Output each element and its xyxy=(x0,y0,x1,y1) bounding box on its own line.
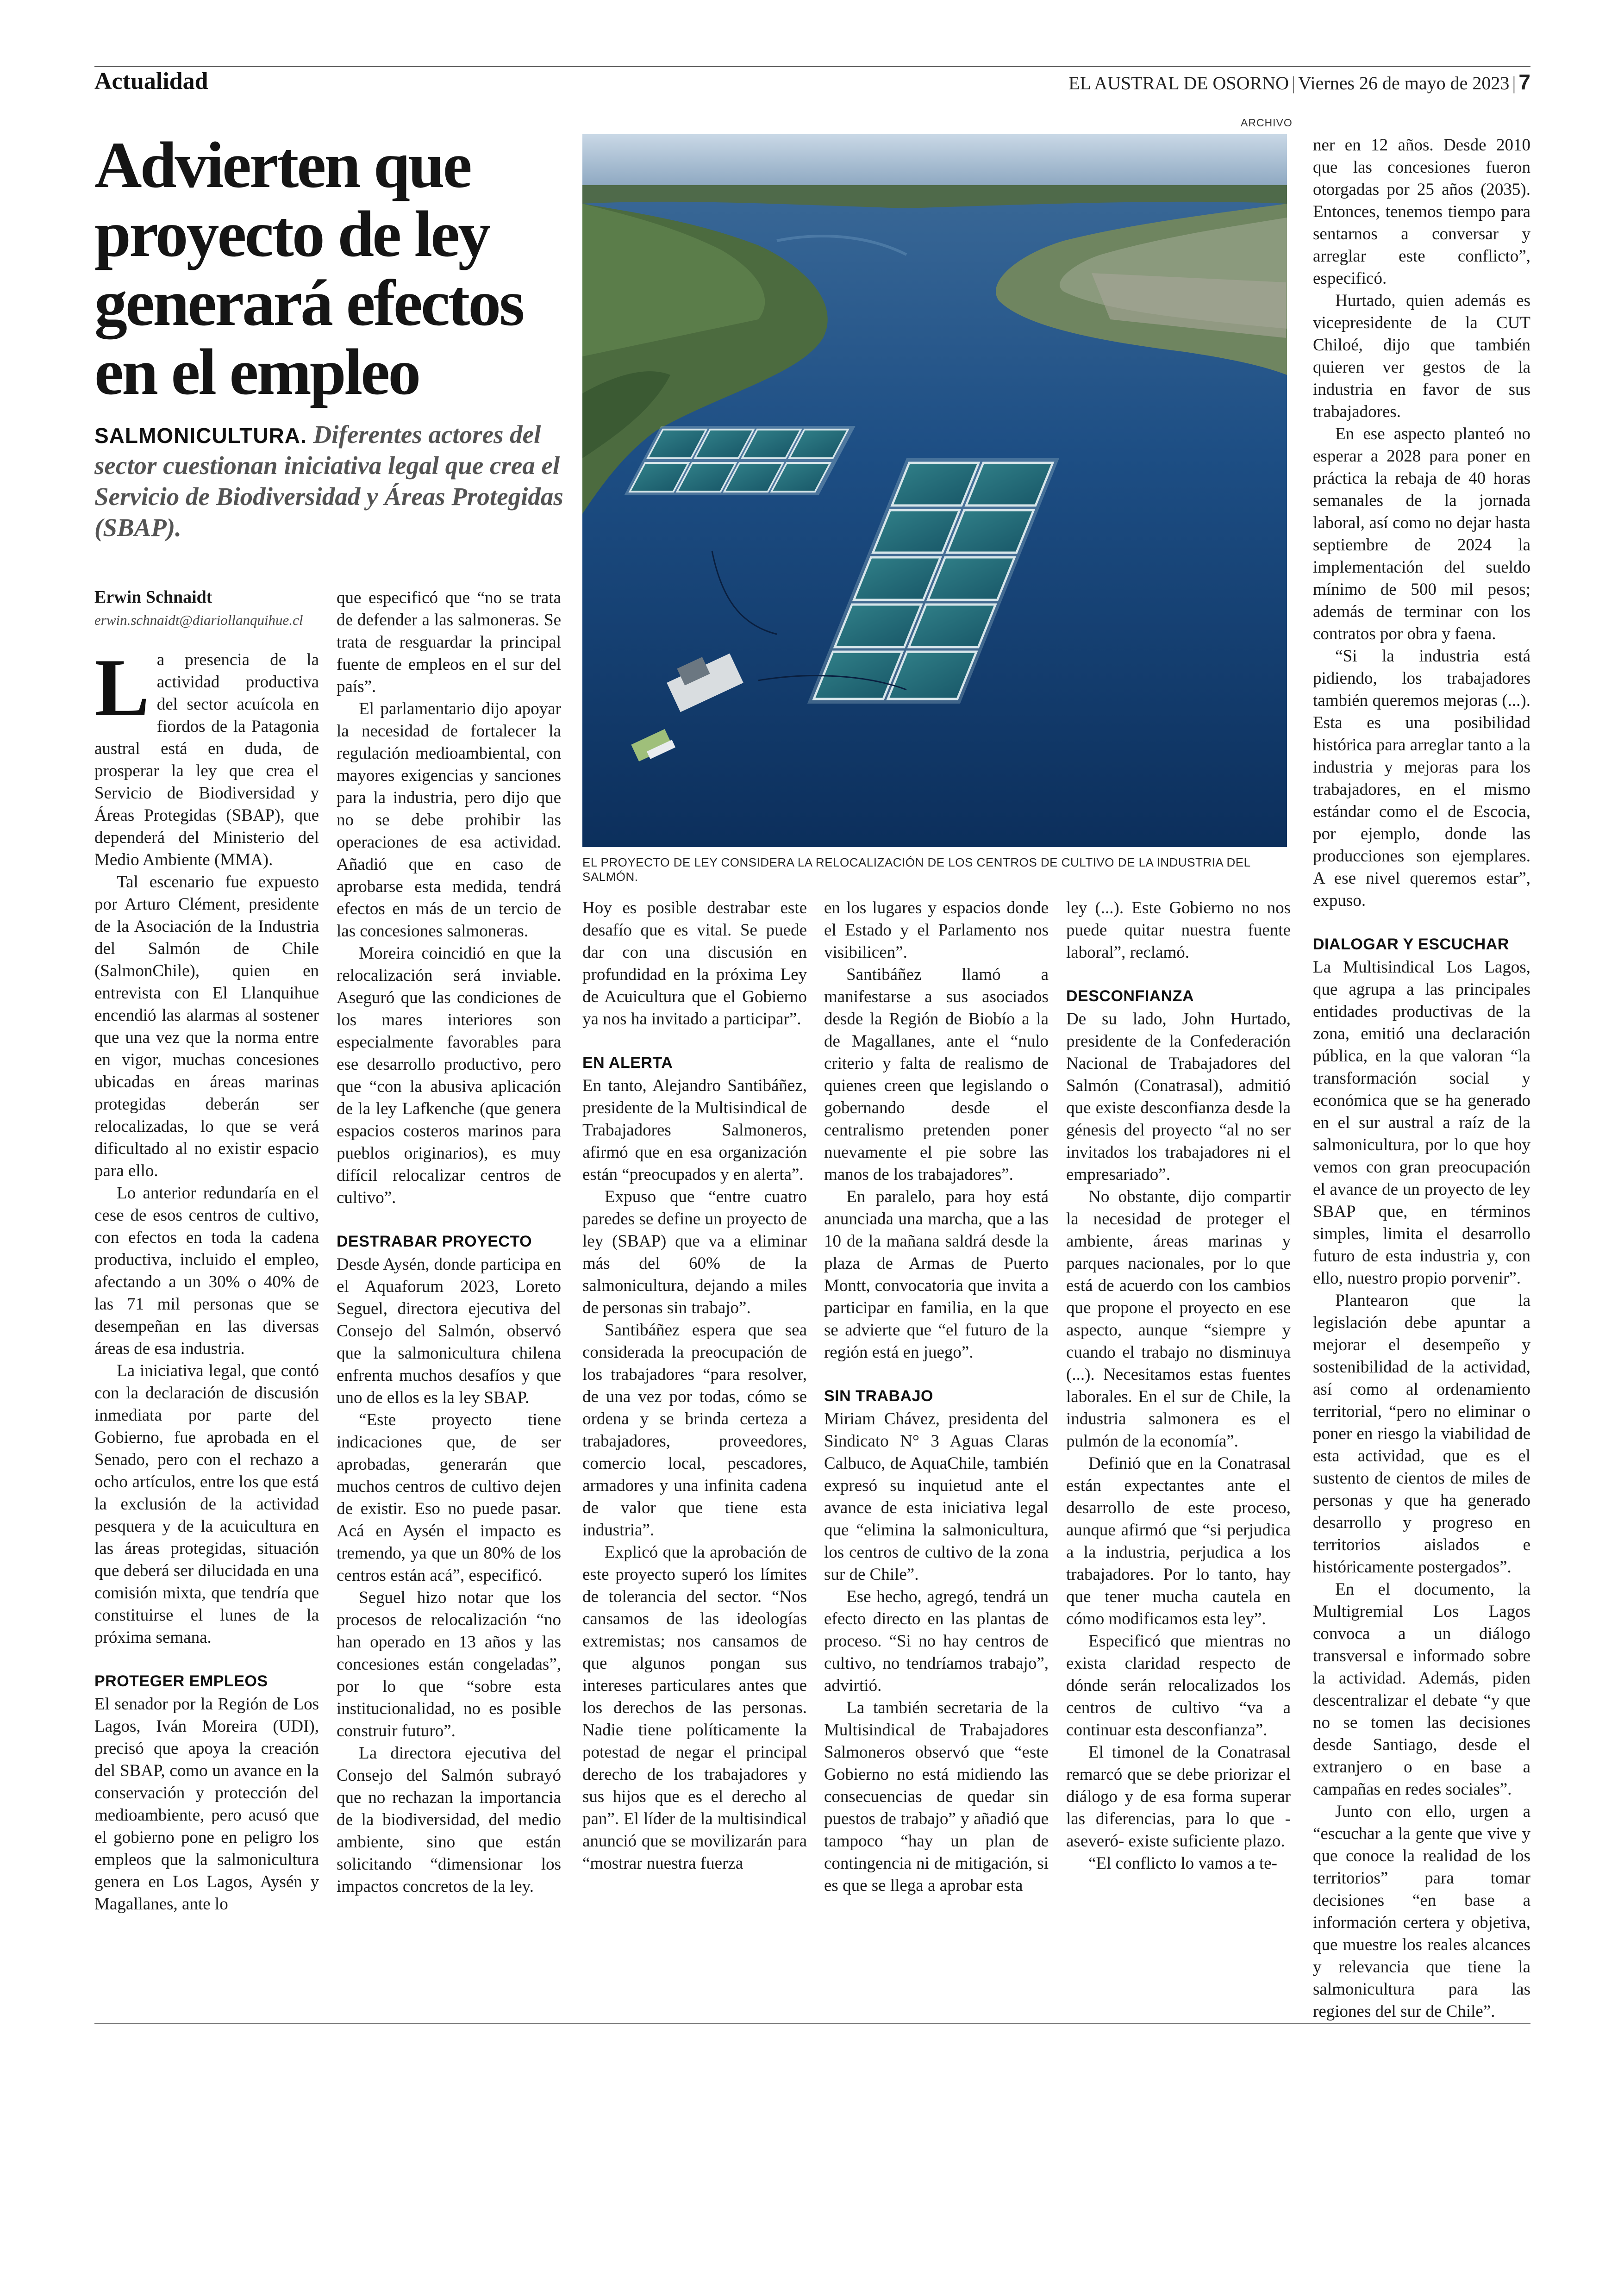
body-paragraph: El senador por la Región de Los Lagos, Iván Moreira (UDI), precisó que apoya la creación del SBAP, como un avance en la conservación y protección del medioambiente, pero acusó que el gobierno pone en peligro los empleos que la salmonicultura genera en Los Lagos, Aysén y Magallanes, ante lo xyxy=(94,1695,319,1914)
article-column-5 xyxy=(1066,897,1291,1875)
photo-credit: ARCHIVO xyxy=(1241,117,1293,129)
body-paragraph: que especificó que “no se trata de defender a las salmoneras. Se trata de resguardar la principal fuente de empleos en el sur del país”. xyxy=(337,588,561,696)
body-paragraph: Seguel hizo notar que los procesos de relocalización “no han operado en 13 años y las concesiones están congeladas”, por lo que “sobre esta institucionalidad, no es posible construir futuro”. xyxy=(337,1588,561,1740)
subhead-desconfianza: DESCONFIANZA xyxy=(1066,987,1194,1005)
byline-author: Erwin Schnaidt xyxy=(94,587,212,607)
body-paragraph: En paralelo, para hoy está anunciada una marcha, que a las 10 de la mañana saldrá desde la plaza de Armas de Puerto Montt, convocatoria que invita a participar en familia, en la que se advierte que “el futuro de la región está en juego”. xyxy=(824,1187,1049,1362)
body-paragraph: Junto con ello, urgen a “escuchar a la gente que vive y que conoce la realidad de los territorios” para tomar decisiones “en base a información certera y objetiva, que muestre los reales alcances y relevancia que tiene la salmonicultura para las regiones del sur de Chile”. xyxy=(1313,1802,1530,2021)
subhead-destrabar-proyecto: DESTRABAR PROYECTO xyxy=(337,1233,532,1250)
body-paragraph: La Multisindical Los Lagos, que agrupa a las principales entidades productivas de la zona, emitió una declaración pública, en la que valoran “la transformación social y económica que se ha generado en el sur austral a raíz de la salmonicultura, por lo que hoy vemos con gran preocupación el avance de un proyecto de ley SBAP que, en términos simples, limita el desarrollo futuro de esta industria y, con ello, nuestro propio porvenir”. xyxy=(1313,958,1530,1288)
body-paragraph: En ese aspecto planteó no esperar a 2028 para poner en práctica la rebaja de 40 horas semanales de la jornada laboral, así como no dejar hasta septiembre de 2024 la implementación del sueldo mínimo de 500 mil pesos; además de terminar con los contratos por obra y faena. xyxy=(1313,424,1530,643)
body-paragraph: En el documento, la Multigremial Los Lagos convoca a un diálogo transversal e informado sobre la actividad. Además, piden descentralizar el debate “y que no se tomen las decisiones desde Santiago, desde el extranjero o en base a campañas en redes sociales”. xyxy=(1313,1580,1530,1799)
subhead-sin-trabajo: SIN TRABAJO xyxy=(824,1387,933,1405)
article-column-2 xyxy=(337,587,561,1898)
publication-name: EL AUSTRAL DE OSORNO xyxy=(1068,73,1289,94)
body-paragraph: Ese hecho, agregó, tendrá un efecto directo en las plantas de proceso. “Si no hay centros de cultivo, no tendríamos trabajo”, advirtió. xyxy=(824,1587,1049,1695)
page-folio: EL AUSTRAL DE OSORNO | Viernes 26 de mayo de 2023 | 7 xyxy=(1068,70,1530,94)
body-paragraph: El timonel de la Conatrasal remarcó que se debe priorizar el diálogo y de esa forma superar las diferencias, para lo que -aseveró- existe suficiente plazo. xyxy=(1066,1743,1291,1851)
deck-kicker: SALMONICULTURA. xyxy=(94,424,307,448)
body-paragraph: En tanto, Alejandro Santibáñez, presidente de la Multisindical de Trabajadores Salmoneros, afirmó que en esa organización están “preocupados y en alerta”. xyxy=(582,1076,807,1184)
bottom-rule xyxy=(94,2023,1530,2024)
body-paragraph: El parlamentario dijo apoyar la necesidad de fortalecer la regulación medioambiental, con mayores exigencias y sanciones para la industria, pero dijo que no se debe prohibir las operaciones de esa actividad. Añadió que en caso de aprobarse esta medida, tendrá efectos en más de un tercio de las concesiones salmoneras. xyxy=(337,699,561,941)
body-paragraph: La directora ejecutiva del Consejo del Salmón subrayó que no rechazan la importancia de la biodiversidad, del medio ambiente, sino que están solicitando “dimensionar los impactos concretos de la ley. xyxy=(337,1744,561,1896)
body-paragraph: Plantearon que la legislación debe apuntar a mejorar el desempeño y sostenibilidad de la actividad, así como al ordenamiento territorial, “pero no eliminar o poner en riesgo la viabilidad de esta actividad, que es el sustento de cientos de miles de personas y que ha generado desarrollo y progreso en territorios aislados e históricamente postergados”. xyxy=(1313,1291,1530,1577)
article-column-3 xyxy=(582,897,807,1875)
body-paragraph: ner en 12 años. Desde 2010 que las concesiones fueron otorgadas por 25 años (2035). Entonces, tenemos tiempo para sentarnos a conversar y arreglar este conflicto”, especificó. xyxy=(1313,136,1530,288)
top-rule xyxy=(94,66,1530,67)
body-paragraph: Tal escenario fue expuesto por Arturo Clément, presidente de la Asociación de la Industria del Salmón de Chile (SalmonChile), quien en entrevista con El Llanquihue encendió las alarmas al sostener que una vez que la norma entre en vigor, muchas concesiones ubicadas en áreas marinas protegidas deberán ser relocalizadas, lo que se verá dificultado al no existir espacio para ello. xyxy=(94,873,319,1180)
article-column-6 xyxy=(1313,134,1530,2023)
subhead-dialogar-y-escuchar: DIALOGAR Y ESCUCHAR xyxy=(1313,935,1509,953)
body-paragraph: “Si la industria está pidiendo, los trabajadores también queremos mejoras (...). Esta es una posibilidad histórica para arreglar tanto a la industria y mejoras para los trabajadores, en el mismo estándar como el de Escocia, por ejemplo, donde las producciones son ejemplares. A ese nivel queremos estar”, expuso. xyxy=(1313,647,1530,910)
deck xyxy=(94,419,576,543)
body-paragraph: en los lugares y espacios donde el Estado y el Parlamento nos visibilicen”. xyxy=(824,898,1049,962)
body-paragraph: Moreira coincidió en que la relocalización será inviable. Aseguró que las condiciones de los mares interiores son especialmente favorables para ese desarrollo productivo, pero que “con la abusiva aplicación de la ley Lafkenche (que genera espacios costeros marinos para pueblos originarios), es muy difícil relocalizar centros de cultivo”. xyxy=(337,944,561,1207)
body-paragraph: Especificó que mientras no exista claridad respecto de dónde serán relocalizados los centros de cultivo “va a continuar esta desconfianza”. xyxy=(1066,1632,1291,1740)
aerial-salmon-farm-photo xyxy=(582,134,1287,847)
body-paragraph: Explicó que la aprobación de este proyecto superó los límites de tolerancia del sector. “Nos cansamos de las ideologías extremistas; nos cansamos de que algunos pongan sus intereses particulares antes que los derechos de las personas. Nadie tiene políticamente la potestad de negar el principal derecho de los trabajadores y sus hijos que es el derecho al pan”. El líder de la multisindical anunció que se movilizarán para “mostrar nuestra fuerza xyxy=(582,1543,807,1873)
body-paragraph: No obstante, dijo compartir la necesidad de proteger el ambiente, áreas marinas y parques nacionales, por lo que está de acuerdo con los cambios que propone el proyecto en ese aspecto, aunque “siempre y cuando el trabajo no disminuya (...). Necesitamos estas fuentes laborales. En el sur de Chile, la industria salmonera es el pulmón de la economía”. xyxy=(1066,1187,1291,1451)
byline-email: erwin.schnaidt@diariollanquihue.cl xyxy=(94,612,303,628)
body-paragraph: La iniciativa legal, que contó con la declaración de discusión inmediata por parte del Gobierno, fue aprobada en el Senado, pero con el rechazo a ocho artículos, entre los que está la exclusión de la actividad pesquera y de la acuicultura en las áreas protegidas, situación que deberá ser dilucidada en una comisión mixta, que tendría que constituirse el lunes de la próxima semana. xyxy=(94,1361,319,1647)
publication-date: Viernes 26 de mayo de 2023 xyxy=(1298,73,1510,94)
section-label: Actualidad xyxy=(94,68,208,94)
deck-text: Diferentes actores del sector cuestionan iniciativa legal que crea el Servicio de Biodiversidad y Áreas Protegidas (SBAP). xyxy=(94,420,563,542)
body-paragraph: “El conflicto lo vamos a te- xyxy=(1088,1854,1277,1873)
lead-text: a presencia de la actividad productiva del sector acuícola en fiordos de la Patagonia austral está en duda, de prosperar la ley que crea el Servicio de Biodiversidad y Áreas Protegidas (SBAP), que dependerá del Ministerio del Medio Ambiente (MMA). xyxy=(94,650,319,869)
body-paragraph: Desde Aysén, donde participa en el Aquaforum 2023, Loreto Seguel, directora ejecutiva del Consejo del Salmón, observó que la salmonicultura chilena enfrenta muchos desafíos y que uno de ellos es la ley SBAP. xyxy=(337,1255,561,1407)
headline: Advierten que proyecto de ley generará efectos en el empleo xyxy=(94,128,523,409)
article-column-1 xyxy=(94,642,319,1915)
subhead-en-alerta: EN ALERTA xyxy=(582,1054,673,1072)
photo-caption: EL PROYECTO DE LEY CONSIDERA LA RELOCALIZACIÓN DE LOS CENTROS DE CULTIVO DE LA INDUSTRIA DEL SALMÓN. xyxy=(582,855,1250,884)
body-paragraph: ley (...). Este Gobierno no nos puede quitar nuestra fuente laboral”, reclamó. xyxy=(1066,898,1291,962)
page-number: 7 xyxy=(1518,70,1530,94)
body-paragraph: “Este proyecto tiene indicaciones que, de ser aprobadas, generarán que muchos centros de cultivo dejen de existir. Eso no puede pasar. Acá en Aysén el impacto es tremendo, ya que un 80% de los centros están acá”, especificó. xyxy=(337,1410,561,1585)
body-paragraph: Lo anterior redundaría en el cese de esos centros de cultivo, con efectos en toda la cadena productiva, incluido el empleo, afectando a un 30% o 40% de las 71 mil personas que se desempeñan en las diversas áreas de esa industria. xyxy=(94,1184,319,1358)
body-paragraph: Miriam Chávez, presidenta del Sindicato N° 3 Aguas Claras Calbuco, de AquaChile, también expresó su inquietud ante el avance de esta iniciativa legal que “elimina la salmonicultura, los centros de cultivo de la zona sur de Chile”. xyxy=(824,1409,1049,1584)
body-paragraph: Definió que en la Conatrasal están expectantes ante el desarrollo de este proceso, aunque afirmó que “si perjudica a la industria, perjudica a los trabajadores. Por lo tanto, hay que tener mucha cautela en cómo modificamos esta ley”. xyxy=(1066,1454,1291,1628)
body-paragraph: De su lado, John Hurtado, presidente de la Confederación Nacional de Trabajadores del Salmón (Conatrasal), admitió que existe desconfianza desde la génesis del proyecto “al no ser invitados los trabajadores ni el empresariado”. xyxy=(1066,1010,1291,1184)
body-paragraph: Santibáñez espera que sea considerada la preocupación de los trabajadores “para resolver, de una vez por todas, cómo se ordena y se brinda certeza a trabajadores, proveedores, comercio local, pescadores, armadores y una infinita cadena de valor que tiene esta industria”. xyxy=(582,1321,807,1540)
body-paragraph: Hurtado, quien además es vicepresidente de la CUT Chiloé, dijo que también quieren ver gestos de la industria en favor de sus trabajadores. xyxy=(1313,291,1530,421)
subhead-proteger-empleos: PROTEGER EMPLEOS xyxy=(94,1672,268,1690)
body-paragraph: Santibáñez llamó a manifestarse a sus asociados desde la Región de Biobío a la de Magallanes, ante el “nulo criterio y falta de realismo de quienes creen que legislando o gobernando desde el centralismo pretenden poner nuevamente el pie sobre las manos de los trabajadores”. xyxy=(824,965,1049,1184)
body-paragraph: Expuso que “entre cuatro paredes se define un proyecto de ley (SBAP) que va a eliminar más del 60% de la salmonicultura, dejando a miles de personas sin trabajo”. xyxy=(582,1187,807,1317)
body-paragraph: La también secretaria de la Multisindical de Trabajadores Salmoneros observó que “este Gobierno no está midiendo las consecuencias de quedar sin puestos de trabajo” y añadió que tampoco “hay un plan de contingencia ni de mitigación, si es que se llega a aprobar esta xyxy=(824,1698,1049,1895)
drop-cap: L xyxy=(94,642,150,733)
body-paragraph: Hoy es posible destrabar este desafío que es vital. Se puede dar con una discusión en profundidad en la próxima Ley de Acuicultura que el Gobierno ya nos ha invitado a participar”. xyxy=(582,898,807,1029)
article-column-4 xyxy=(824,897,1049,1897)
lead-paragraph xyxy=(94,642,319,871)
